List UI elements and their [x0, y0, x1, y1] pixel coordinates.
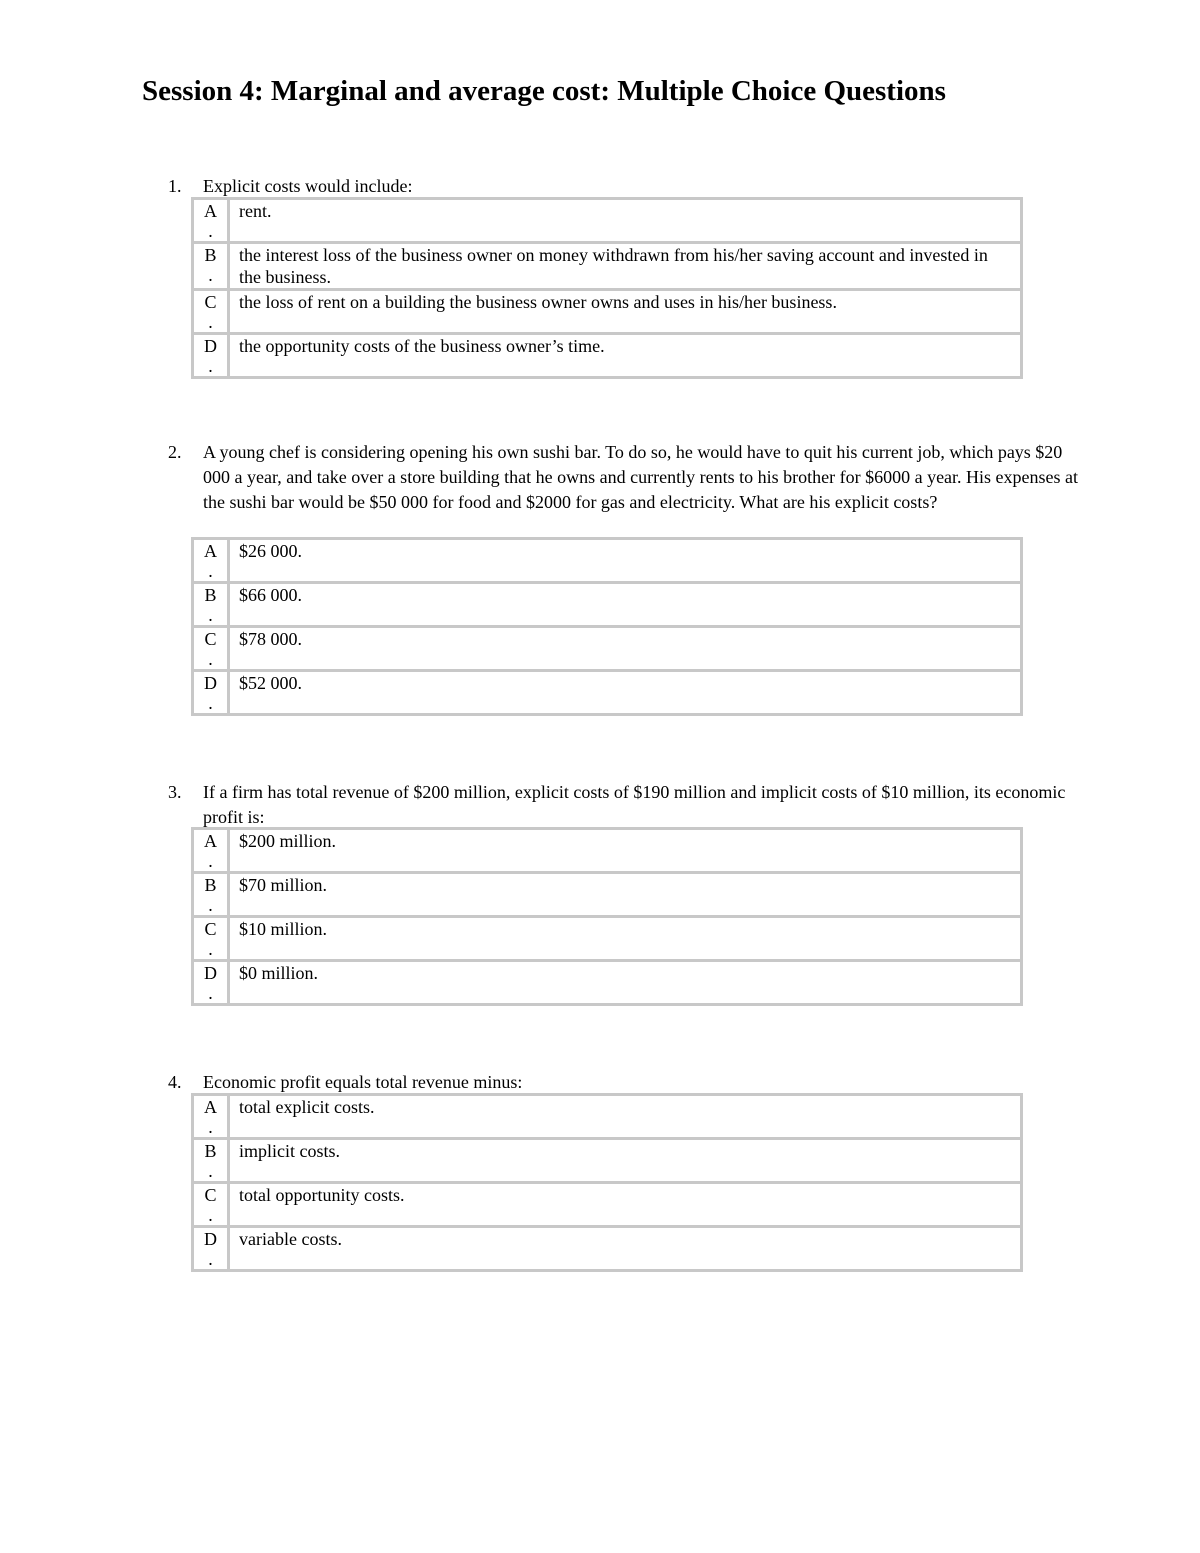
answer-options-table — [191, 827, 1023, 1006]
option-letter: C — [204, 1185, 217, 1205]
option-text: $10 million. — [229, 917, 1022, 961]
option-letter-dot: . — [208, 1161, 213, 1181]
option-letter-cell — [193, 583, 229, 627]
answer-option-c[interactable] — [193, 290, 1022, 334]
option-letter: A — [204, 1097, 217, 1117]
option-text: $66 000. — [229, 583, 1022, 627]
option-letter-cell — [193, 1095, 229, 1139]
question-number: 4. — [168, 1072, 182, 1092]
answer-option-a[interactable] — [193, 829, 1022, 873]
option-letter: A — [204, 831, 217, 851]
option-letter: A — [204, 541, 217, 561]
answer-option-c[interactable] — [193, 627, 1022, 671]
answer-option-c[interactable] — [193, 1183, 1022, 1227]
option-letter: C — [204, 629, 217, 649]
option-letter-dot: . — [208, 561, 213, 581]
option-letter: A — [204, 201, 217, 221]
option-letter-cell — [193, 1139, 229, 1183]
option-letter-dot: . — [208, 221, 213, 241]
option-text: the interest loss of the business owner on money withdrawn from his/her saving account and invested in the business. — [229, 243, 1022, 290]
option-letter: D — [204, 336, 217, 356]
option-text: implicit costs. — [229, 1139, 1022, 1183]
option-text: variable costs. — [229, 1227, 1022, 1271]
option-letter-dot: . — [208, 851, 213, 871]
answer-option-b[interactable] — [193, 1139, 1022, 1183]
option-letter: B — [204, 1141, 217, 1161]
answer-option-d[interactable] — [193, 671, 1022, 715]
option-text: $78 000. — [229, 627, 1022, 671]
option-letter: B — [204, 245, 217, 265]
option-letter-cell — [193, 873, 229, 917]
option-text: $0 million. — [229, 961, 1022, 1005]
option-text: total explicit costs. — [229, 1095, 1022, 1139]
option-text: the opportunity costs of the business owner’s time. — [229, 334, 1022, 378]
option-letter: B — [204, 875, 217, 895]
option-letter-dot: . — [208, 312, 213, 332]
option-letter-cell — [193, 539, 229, 583]
answer-option-d[interactable] — [193, 961, 1022, 1005]
option-letter-dot: . — [208, 605, 213, 625]
option-letter-cell — [193, 627, 229, 671]
option-letter-dot: . — [208, 265, 213, 285]
option-letter-dot: . — [208, 649, 213, 669]
page-title: Session 4: Marginal and average cost: Multiple Choice Questions — [142, 75, 946, 107]
question-text: A young chef is considering opening his own sushi bar. To do so, he would have to quit his current job, which pays $20 000 a year, and take over a store building that he owns and currently rents to his brother for $6000 a year. His expenses at the sushi bar would be $50 000 for food and $2000 for gas and electricity. What are his explicit costs? — [203, 442, 1079, 512]
option-letter: C — [204, 292, 217, 312]
option-text: $70 million. — [229, 873, 1022, 917]
option-letter-dot: . — [208, 1249, 213, 1269]
option-letter-cell — [193, 1183, 229, 1227]
option-letter-dot: . — [208, 693, 213, 713]
answer-option-b[interactable] — [193, 243, 1022, 290]
option-letter-dot: . — [208, 1205, 213, 1225]
option-letter: B — [204, 585, 217, 605]
answer-options-table — [191, 1093, 1023, 1272]
question-text: Explicit costs would include: — [203, 176, 413, 196]
answer-option-c[interactable] — [193, 917, 1022, 961]
option-letter-cell — [193, 961, 229, 1005]
question-number: 1. — [168, 176, 182, 196]
option-letter-cell — [193, 1227, 229, 1271]
option-letter: D — [204, 1229, 217, 1249]
option-letter-cell — [193, 671, 229, 715]
option-letter-dot: . — [208, 983, 213, 1003]
question-text: Economic profit equals total revenue minus: — [203, 1072, 523, 1092]
option-letter-dot: . — [208, 1117, 213, 1137]
option-letter-cell — [193, 829, 229, 873]
question-number: 2. — [168, 442, 182, 462]
answer-option-a[interactable] — [193, 539, 1022, 583]
answer-option-d[interactable] — [193, 334, 1022, 378]
option-text: $52 000. — [229, 671, 1022, 715]
option-text: $200 million. — [229, 829, 1022, 873]
option-text: the loss of rent on a building the business owner owns and uses in his/her business. — [229, 290, 1022, 334]
answer-options-table — [191, 197, 1023, 379]
option-text: $26 000. — [229, 539, 1022, 583]
answer-option-a[interactable] — [193, 199, 1022, 243]
option-letter-cell — [193, 243, 229, 290]
option-letter-cell — [193, 290, 229, 334]
answer-options-table — [191, 537, 1023, 716]
option-letter-dot: . — [208, 895, 213, 915]
option-letter-dot: . — [208, 356, 213, 376]
answer-option-a[interactable] — [193, 1095, 1022, 1139]
option-letter-cell — [193, 199, 229, 243]
option-letter-cell — [193, 917, 229, 961]
answer-option-d[interactable] — [193, 1227, 1022, 1271]
question-text: If a firm has total revenue of $200 million, explicit costs of $190 million and implicit costs of $10 million, its economic profit is: — [203, 782, 1066, 827]
answer-option-b[interactable] — [193, 583, 1022, 627]
option-letter-cell — [193, 334, 229, 378]
option-text: rent. — [229, 199, 1022, 243]
option-text: total opportunity costs. — [229, 1183, 1022, 1227]
question-number: 3. — [168, 782, 182, 802]
option-letter: D — [204, 673, 217, 693]
option-letter: C — [204, 919, 217, 939]
option-letter-dot: . — [208, 939, 213, 959]
answer-option-b[interactable] — [193, 873, 1022, 917]
option-letter: D — [204, 963, 217, 983]
